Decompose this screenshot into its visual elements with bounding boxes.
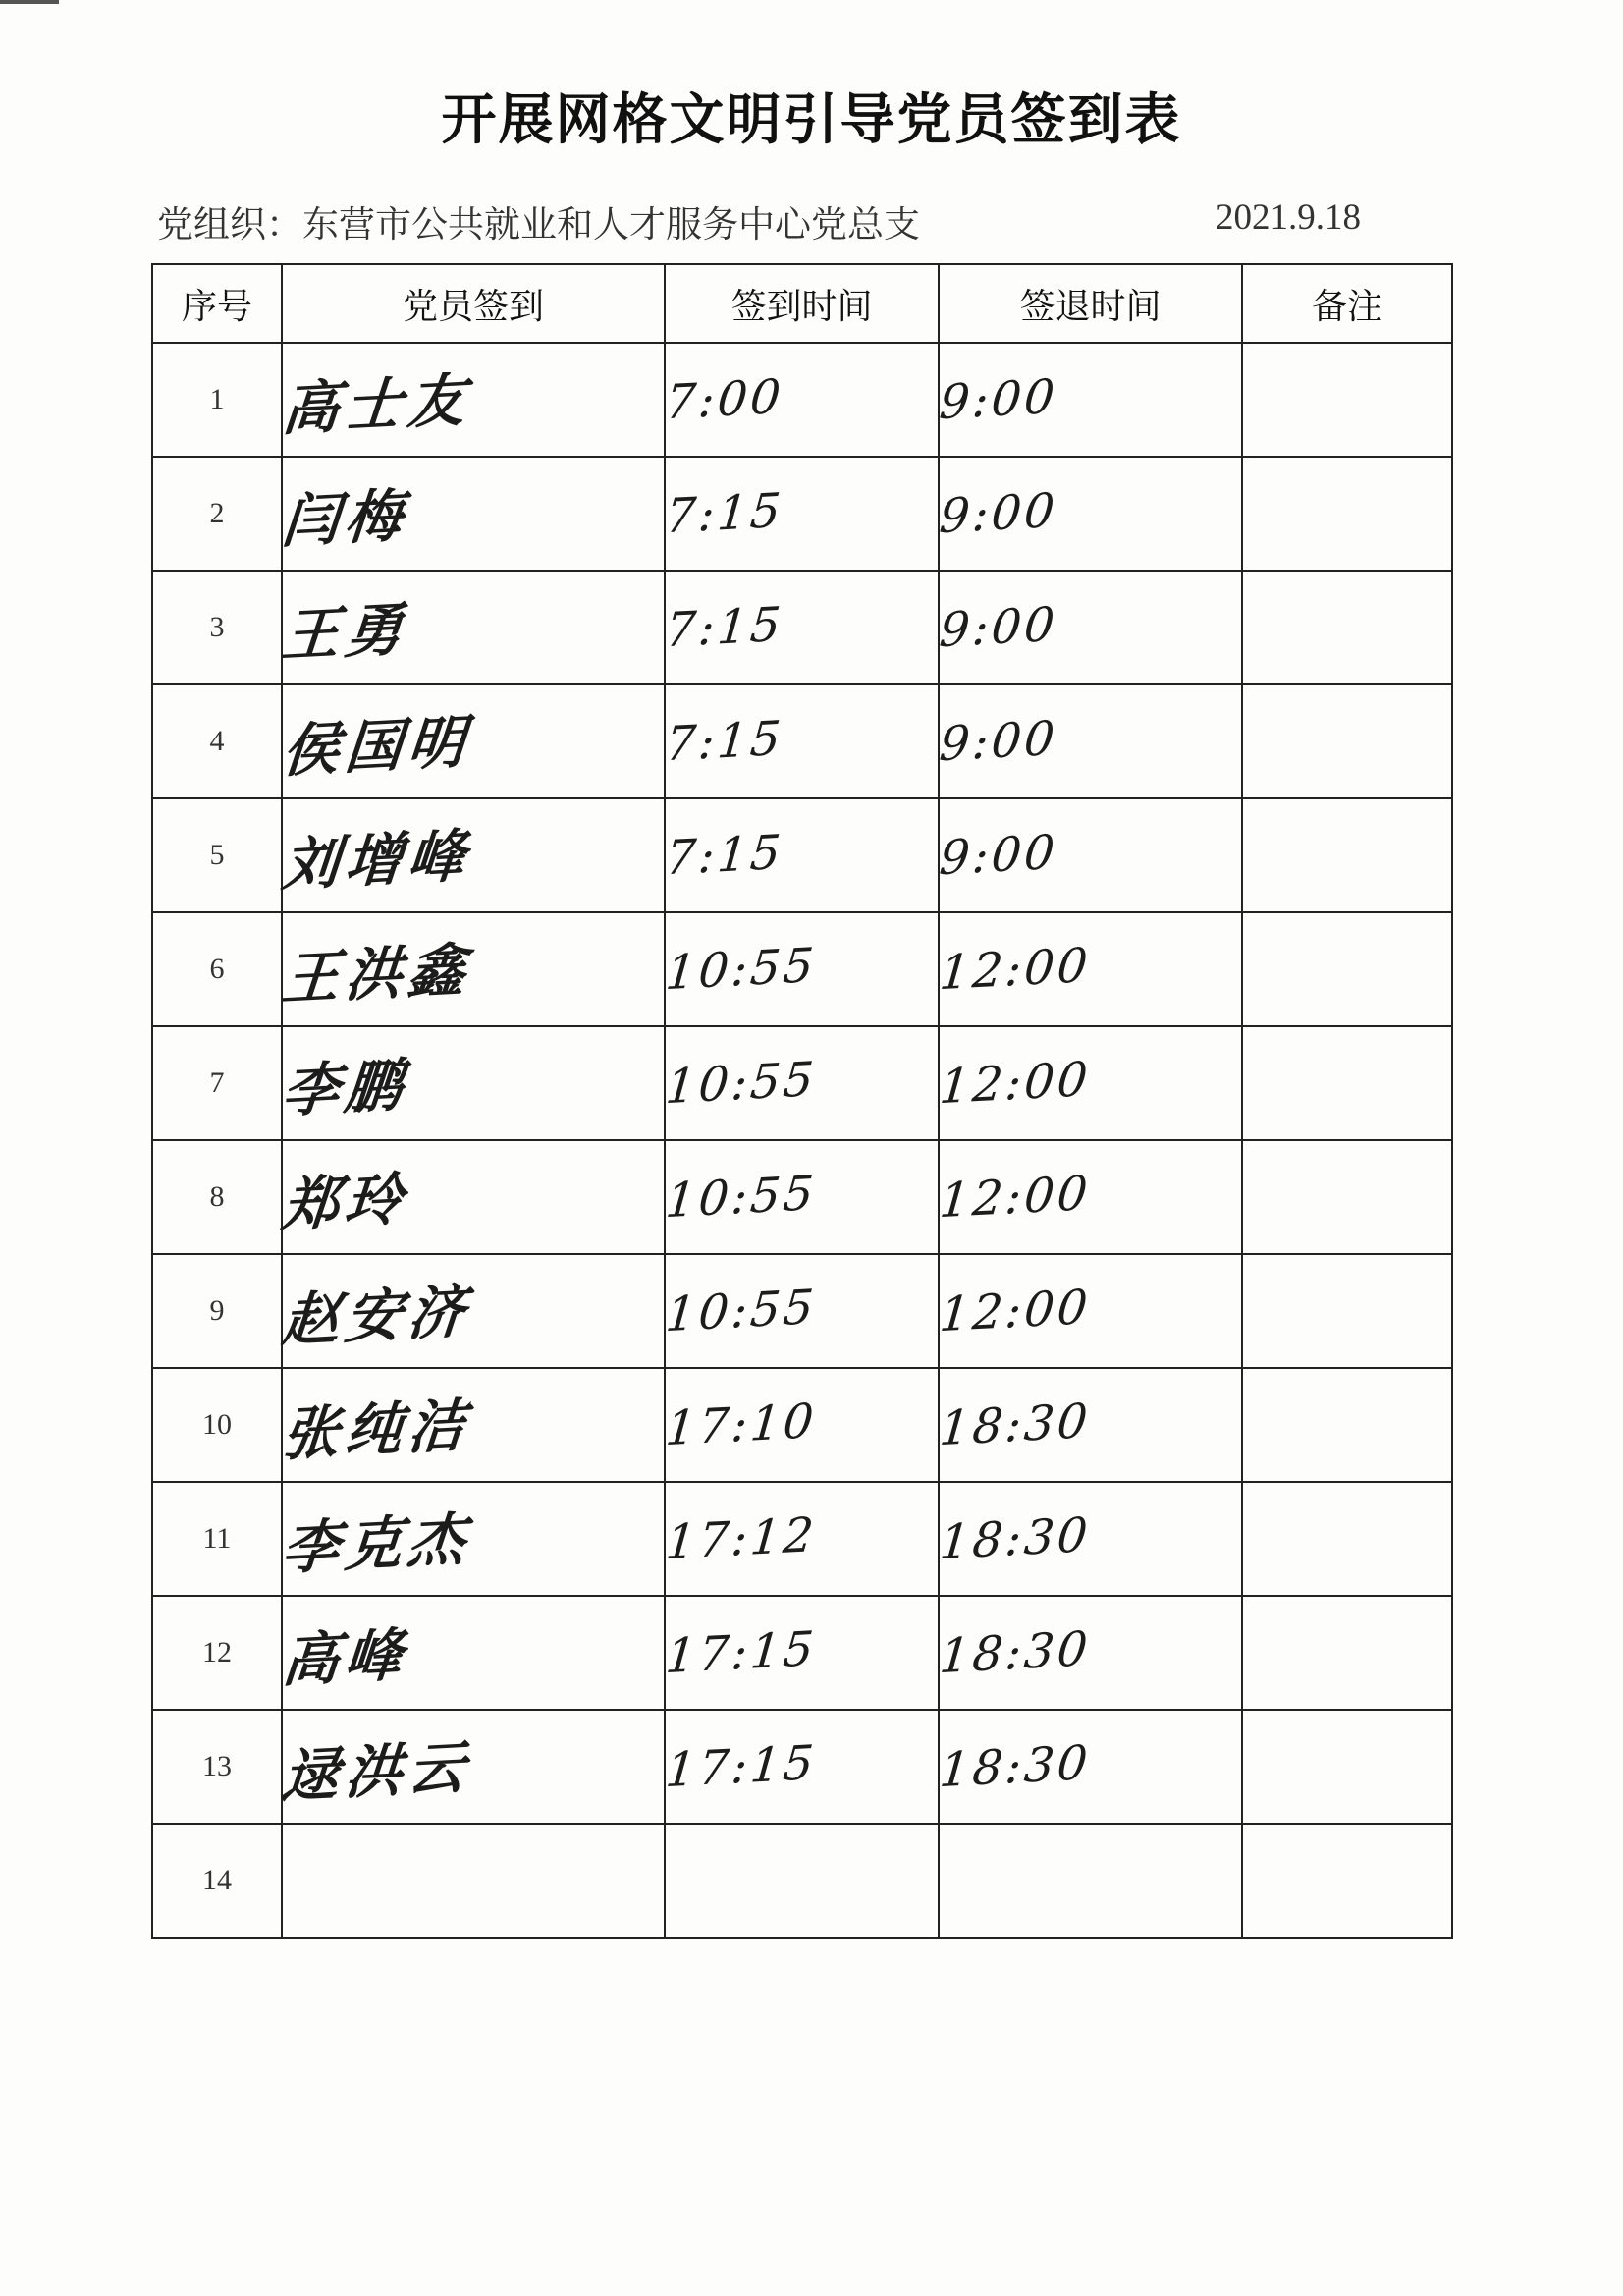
handwritten-sign-in-time: 17:15	[663, 1620, 819, 1685]
row-index: 12	[152, 1596, 282, 1710]
remarks-cell	[1242, 1140, 1452, 1254]
handwritten-sign-in-time: 7:15	[663, 596, 786, 659]
sign-in-time-cell	[665, 912, 939, 1026]
sign-out-time-cell	[939, 1254, 1242, 1368]
signature-cell	[279, 1596, 665, 1710]
remarks-cell	[1242, 1596, 1452, 1710]
handwritten-sign-in-time: 10:55	[663, 1165, 819, 1230]
sign-in-time-cell	[665, 1710, 939, 1824]
handwritten-sign-out-time: 18:30	[937, 1620, 1093, 1685]
sign-in-time-cell	[665, 1368, 939, 1482]
handwritten-sign-out-time: 9:00	[937, 596, 1060, 659]
signature-cell	[279, 798, 665, 912]
sign-out-time-cell	[939, 1710, 1242, 1824]
signature-cell	[279, 1140, 665, 1254]
sign-out-time-cell	[939, 1596, 1242, 1710]
sign-out-time-cell	[939, 1368, 1242, 1482]
handwritten-signature: 王勇	[279, 595, 411, 670]
handwritten-sign-in-time: 7:00	[663, 368, 786, 431]
handwritten-sign-out-time: 12:00	[937, 1051, 1093, 1116]
sign-in-time-cell	[665, 1026, 939, 1140]
remarks-cell	[1242, 1368, 1452, 1482]
row-index: 10	[152, 1368, 282, 1482]
handwritten-sign-in-time: 17:10	[663, 1393, 819, 1457]
remarks-cell	[1242, 684, 1452, 798]
handwritten-signature: 赵安济	[279, 1277, 474, 1355]
row-index: 9	[152, 1254, 282, 1368]
row-index: 14	[152, 1824, 282, 1938]
signature-cell	[279, 1482, 665, 1596]
table-row	[152, 343, 1452, 457]
table-row	[152, 457, 1452, 571]
remarks-cell	[1242, 912, 1452, 1026]
sign-in-time-cell	[665, 1824, 939, 1938]
remarks-cell	[1242, 1482, 1452, 1596]
handwritten-sign-out-time: 12:00	[937, 1165, 1093, 1230]
handwritten-sign-out-time: 18:30	[937, 1506, 1093, 1571]
handwritten-sign-in-time: 7:15	[663, 824, 786, 887]
sign-out-time-cell	[939, 684, 1242, 798]
remarks-cell	[1242, 1710, 1452, 1824]
handwritten-sign-out-time: 9:00	[937, 482, 1060, 545]
header-row	[152, 264, 1452, 343]
sign-out-time-cell	[939, 798, 1242, 912]
sign-in-time-cell	[665, 343, 939, 457]
row-index: 5	[152, 798, 282, 912]
sign-out-time-cell	[939, 912, 1242, 1026]
table-row	[152, 912, 1452, 1026]
row-index: 4	[152, 684, 282, 798]
signature-cell	[282, 1824, 665, 1938]
handwritten-signature: 侯国明	[279, 707, 474, 786]
remarks-cell	[1242, 343, 1452, 457]
sign-out-time-cell	[939, 1026, 1242, 1140]
handwritten-signature: 闫梅	[279, 481, 411, 556]
sign-in-time-cell	[665, 1254, 939, 1368]
handwritten-signature: 逯洪云	[279, 1732, 474, 1811]
header-sign-out-time: 签退时间	[939, 264, 1242, 343]
signature-cell	[279, 571, 665, 684]
handwritten-sign-in-time: 17:12	[663, 1506, 819, 1571]
sign-in-time-cell	[665, 571, 939, 684]
header-index: 序号	[152, 264, 282, 343]
table-row	[152, 684, 1452, 798]
sign-in-time-cell	[665, 457, 939, 571]
handwritten-signature: 张纯洁	[279, 1391, 474, 1469]
table-row	[152, 1482, 1452, 1596]
row-index: 7	[152, 1026, 282, 1140]
row-index: 11	[152, 1482, 282, 1596]
header-remarks: 备注	[1242, 264, 1452, 343]
signature-cell	[279, 1368, 665, 1482]
page-title: 开展网格文明引导党员签到表	[441, 88, 1182, 152]
handwritten-sign-out-time: 12:00	[937, 1279, 1093, 1343]
sign-out-time-cell	[939, 457, 1242, 571]
handwritten-signature: 高士友	[279, 365, 474, 444]
row-index: 3	[152, 571, 282, 684]
sign-out-time-cell	[939, 571, 1242, 684]
signature-cell	[279, 1026, 665, 1140]
remarks-cell	[1242, 798, 1452, 912]
row-index: 6	[152, 912, 282, 1026]
table-row	[152, 1824, 1452, 1938]
handwritten-sign-in-time: 7:15	[663, 710, 786, 773]
handwritten-sign-in-time: 7:15	[663, 482, 786, 545]
handwritten-signature: 李克杰	[279, 1504, 474, 1583]
signature-cell	[279, 457, 665, 571]
signature-cell	[279, 1254, 665, 1368]
table-row	[152, 1596, 1452, 1710]
handwritten-signature: 李鹏	[279, 1051, 411, 1125]
signature-cell	[279, 912, 665, 1026]
handwritten-sign-out-time: 12:00	[937, 937, 1093, 1002]
sign-in-table	[151, 263, 1453, 1939]
row-index: 1	[152, 343, 282, 457]
signature-cell	[279, 1710, 665, 1824]
handwritten-sign-out-time: 18:30	[937, 1393, 1093, 1457]
handwritten-signature: 王洪鑫	[279, 935, 474, 1013]
handwritten-signature: 刘增峰	[279, 821, 474, 900]
table-row	[152, 1710, 1452, 1824]
sign-in-time-cell	[665, 1140, 939, 1254]
remarks-cell	[1242, 1026, 1452, 1140]
handwritten-signature: 高峰	[279, 1620, 411, 1695]
remarks-cell	[1242, 1254, 1452, 1368]
handwritten-sign-in-time: 10:55	[663, 1279, 819, 1343]
signature-cell	[279, 684, 665, 798]
table-row	[152, 1140, 1452, 1254]
handwritten-signature: 郑玲	[279, 1165, 411, 1239]
remarks-cell	[1242, 1824, 1452, 1938]
sign-in-time-cell	[665, 1482, 939, 1596]
handwritten-sign-out-time: 9:00	[937, 368, 1060, 431]
handwritten-sign-out-time: 9:00	[937, 824, 1060, 887]
handwritten-sign-in-time: 10:55	[663, 937, 819, 1002]
table-row	[152, 1254, 1452, 1368]
scan-mark	[0, 0, 59, 4]
document-date: 2021.9.18	[1216, 197, 1361, 238]
sign-out-time-cell	[939, 343, 1242, 457]
handwritten-sign-in-time: 17:15	[663, 1734, 819, 1799]
remarks-cell	[1242, 571, 1452, 684]
handwritten-sign-in-time: 10:55	[663, 1051, 819, 1116]
table-row	[152, 1368, 1452, 1482]
row-index: 13	[152, 1710, 282, 1824]
handwritten-sign-out-time: 18:30	[937, 1734, 1093, 1799]
sign-out-time-cell	[939, 1140, 1242, 1254]
row-index: 8	[152, 1140, 282, 1254]
row-index: 2	[152, 457, 282, 571]
sign-in-time-cell	[665, 798, 939, 912]
sign-in-time-cell	[665, 1596, 939, 1710]
sign-out-time-cell	[939, 1482, 1242, 1596]
sign-in-time-cell	[665, 684, 939, 798]
table-row	[152, 798, 1452, 912]
table-row	[152, 1026, 1452, 1140]
sign-out-time-cell	[939, 1824, 1242, 1938]
header-sign-in-time: 签到时间	[665, 264, 939, 343]
signature-cell	[279, 343, 665, 457]
party-organization: 党组织：东营市公共就业和人才服务中心党总支	[157, 203, 920, 246]
remarks-cell	[1242, 457, 1452, 571]
handwritten-sign-out-time: 9:00	[937, 710, 1060, 773]
header-signature: 党员签到	[282, 264, 665, 343]
table-row	[152, 571, 1452, 684]
